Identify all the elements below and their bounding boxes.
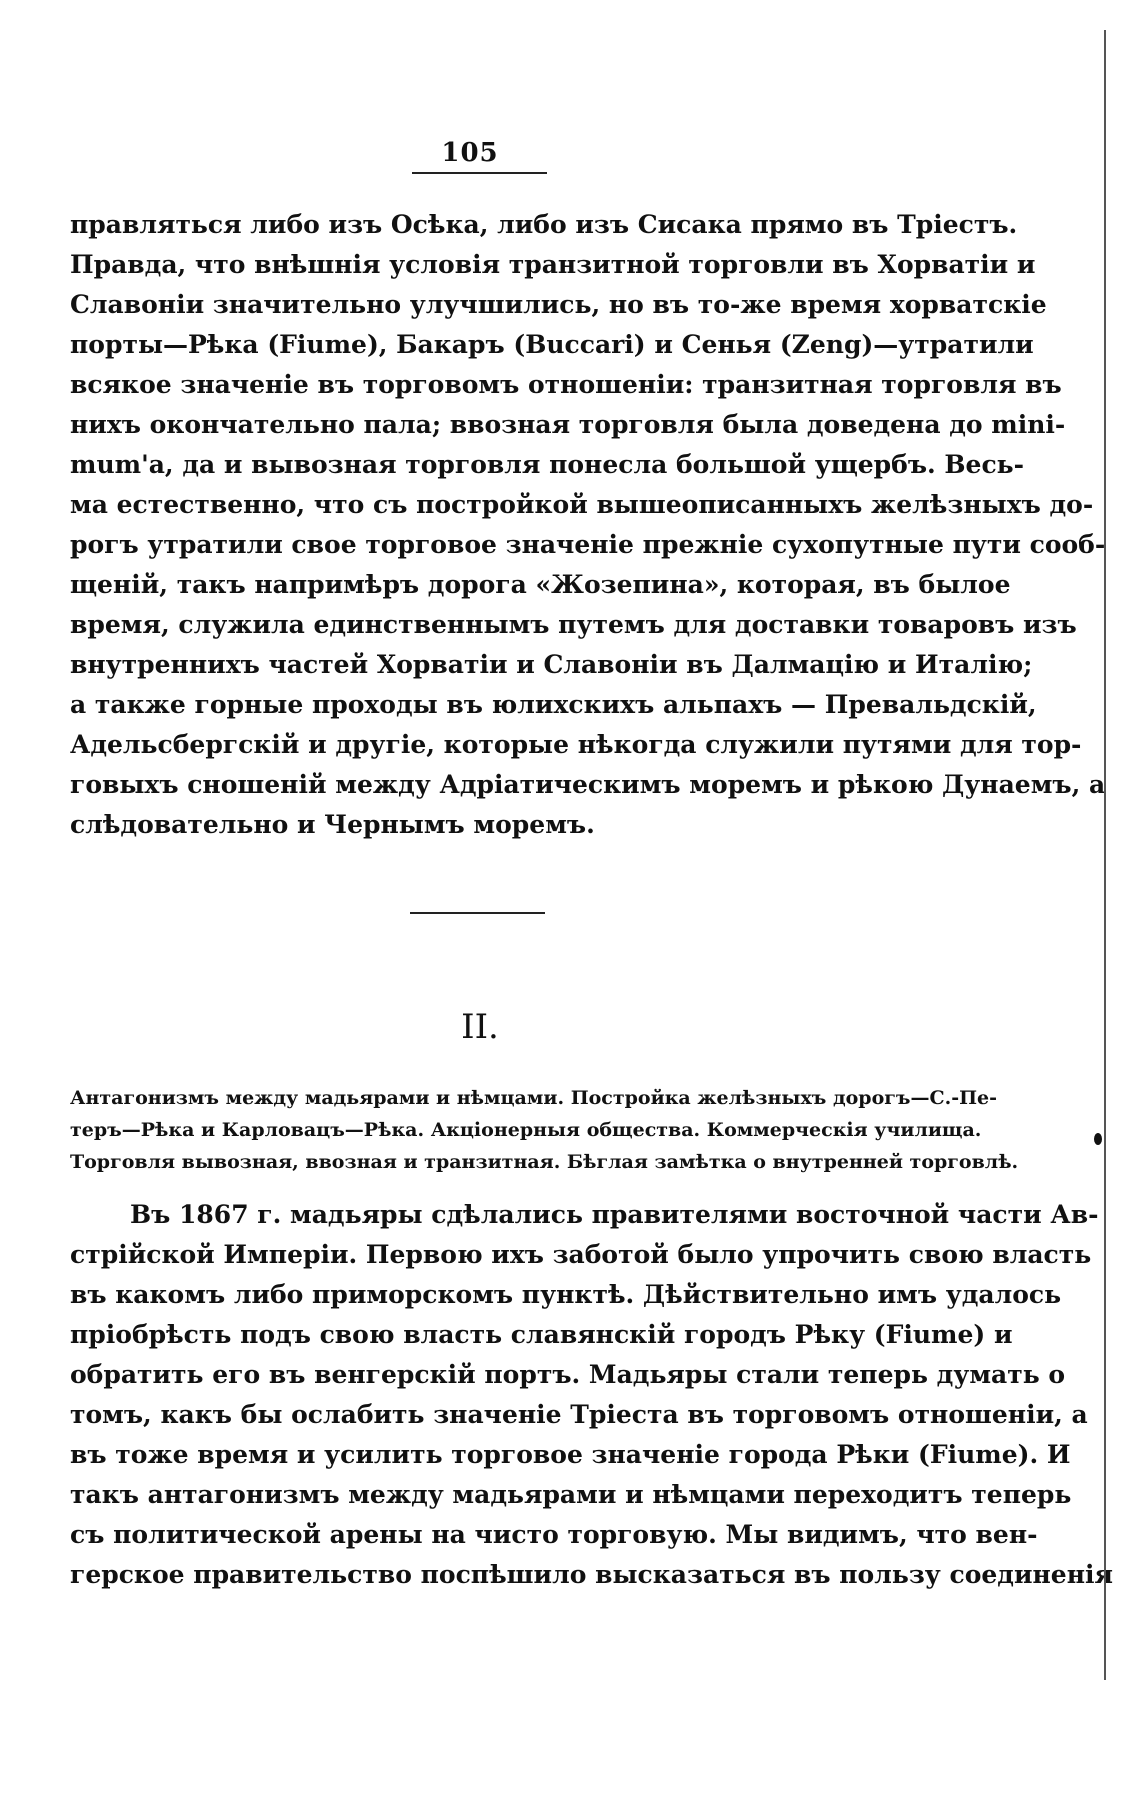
text-line: всякое значеніе въ торговомъ отношеніи: транзитная торговля въ xyxy=(70,370,1062,399)
scan-margin-line xyxy=(1104,30,1106,1680)
text-line: обратить его въ венгерскій портъ. Мадьяры стали теперь думать о xyxy=(70,1360,1066,1389)
text-line: стрійской Имперіи. Первою ихъ заботой было упрочить свою власть xyxy=(70,1240,1092,1269)
text-line: внутреннихъ частей Хорватіи и Славоніи въ Далмацію и Италію; xyxy=(70,650,1033,679)
page-number: 105 xyxy=(441,138,499,168)
text-line: mum'а, да и вывозная торговля понесла большой ущербъ. Весь- xyxy=(70,450,1025,479)
section-summary xyxy=(70,1082,1019,1178)
text-line: въ тоже время и усилить торговое значеніе города Рѣки (Fiume). И xyxy=(70,1440,1071,1469)
text-line: рогъ утратили свое торговое значеніе прежніе сухопутные пути сооб- xyxy=(70,530,1106,559)
text-line: Адельсбергскій и другіе, которые нѣкогда служили путями для тор- xyxy=(70,730,1082,759)
text-line: щеній, такъ напримѣръ дорога «Жозепина», которая, въ былое xyxy=(70,570,1011,599)
text-line: томъ, какъ бы ослабить значеніе Тріеста въ торговомъ отношеніи, а xyxy=(70,1400,1088,1429)
summary-line: теръ—Рѣка и Карловацъ—Рѣка. Акціонерныя общества. Коммерческія училища. xyxy=(70,1119,982,1141)
paragraph-continuation xyxy=(70,205,1106,845)
header-rule xyxy=(412,172,547,174)
text-line: порты—Рѣка (Fiume), Бакаръ (Buccari) и Сенья (Zeng)—утратили xyxy=(70,330,1034,359)
text-line: время, служила единственнымъ путемъ для доставки товаровъ изъ xyxy=(70,610,1077,639)
section-heading: II. xyxy=(461,1007,499,1047)
scan-speck xyxy=(1094,1133,1102,1145)
summary-line: Торговля вывозная, ввозная и транзитная. Бѣглая замѣтка о внутренней торговлѣ. xyxy=(70,1151,1019,1173)
paragraph-section-start xyxy=(70,1195,1113,1595)
text-line: а также горные проходы въ юлихскихъ альпахъ — Превальдскій, xyxy=(70,690,1037,719)
summary-line: Антагонизмъ между мадьярами и нѣмцами. Постройка желѣзныхъ дорогъ—С.-Пе- xyxy=(70,1087,998,1109)
text-line: Правда, что внѣшнія условія транзитной торговли въ Хорватіи и xyxy=(70,250,1036,279)
section-divider xyxy=(410,912,545,914)
text-line: въ какомъ либо приморскомъ пунктѣ. Дѣйствительно имъ удалось xyxy=(70,1280,1062,1309)
text-line: слѣдовательно и Чернымъ моремъ. xyxy=(70,810,595,839)
text-line: говыхъ сношеній между Адріатическимъ моремъ и рѣкою Дунаемъ, а xyxy=(70,770,1106,799)
text-line: правляться либо изъ Осѣка, либо изъ Сисака прямо въ Тріестъ. xyxy=(70,210,1018,239)
text-line: такъ антагонизмъ между мадьярами и нѣмцами переходитъ теперь xyxy=(70,1480,1072,1509)
text-line: пріобрѣсть подъ свою власть славянскій городъ Рѣку (Fiume) и xyxy=(70,1320,1013,1349)
text-line: съ политической арены на чисто торговую. Мы видимъ, что вен- xyxy=(70,1520,1038,1549)
text-line: Славоніи значительно улучшились, но въ то-же время хорватскіе xyxy=(70,290,1047,319)
text-line: нихъ окончательно пала; ввозная торговля была доведена до mini- xyxy=(70,410,1066,439)
text-line: герское правительство поспѣшило высказаться въ пользу соединенія xyxy=(70,1560,1113,1589)
text-line: ма естественно, что съ постройкой вышеописанныхъ желѣзныхъ до- xyxy=(70,490,1094,519)
text-line: Въ 1867 г. мадьяры сдѣлались правителями восточной части Ав- xyxy=(130,1200,1099,1229)
